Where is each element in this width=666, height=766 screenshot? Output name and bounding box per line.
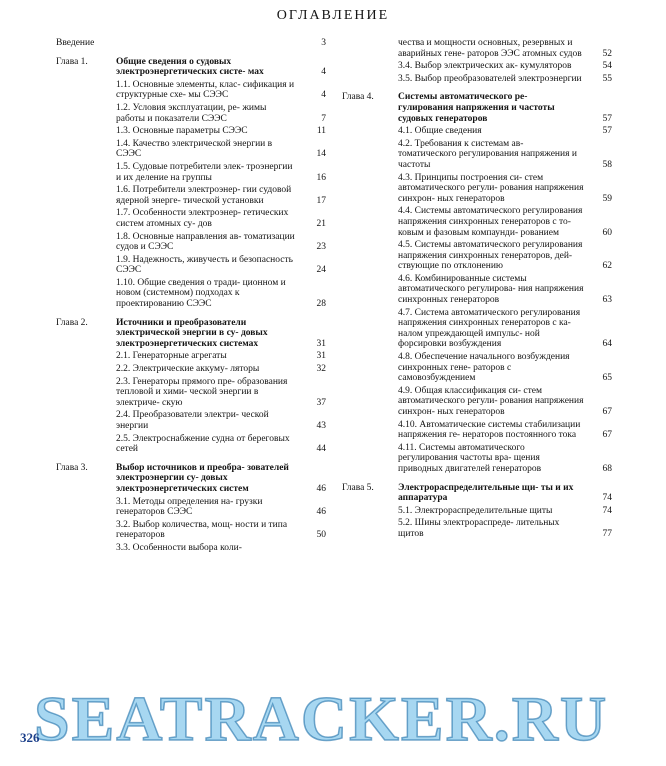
toc-entry bbox=[56, 103, 326, 124]
toc-right-column bbox=[342, 38, 612, 542]
toc-entry bbox=[342, 352, 612, 384]
toc-entry bbox=[342, 126, 612, 137]
entry-title: Выбор источников и преобра- зователей электроэнергии су- довых электроэнергетических систем bbox=[116, 462, 289, 494]
entry-title: 4.9. Общая классификация си- стем автоматического регули- рования напряжения синхрон- ных генераторов bbox=[398, 385, 584, 417]
entry-title: Источники и преобразователи электрической энергии в су- довых электроэнергетических системах bbox=[116, 317, 268, 349]
entry-page-number: 44 bbox=[316, 444, 326, 455]
entry-title: чества и мощности основных, резервных и аварийных гене- раторов ЭЭС атомных судов bbox=[398, 38, 582, 59]
entry-title: 1.7. Особенности электроэнер- гетических систем атомных су- дов bbox=[116, 208, 289, 229]
entry-page-number: 52 bbox=[602, 48, 612, 59]
entry-title: 1.1. Основные элементы, клас- сификация и структурные схе- мы СЭЭС bbox=[116, 79, 295, 101]
entry-page-number: 31 bbox=[316, 351, 326, 362]
entry-page-number: 67 bbox=[602, 407, 612, 417]
toc-entry bbox=[56, 126, 326, 137]
entry-title: 4.3. Принципы построения си- стем автоматического регули- рования напряжения синхрон- ных генераторов bbox=[398, 172, 584, 204]
entry-title: 4.6. Комбинированные системы автоматического регулирова- ния напряжения синхронных генераторов bbox=[398, 273, 584, 306]
entry-title: 1.2. Условия эксплуатации, ре- жимы работы и показатели СЭЭС bbox=[116, 102, 267, 124]
entry-page-number: 46 bbox=[316, 507, 326, 518]
entry-page-number: 4 bbox=[321, 90, 326, 101]
entry-title: 2.1. Генераторные агрегаты bbox=[116, 351, 227, 362]
entry-page-number: 23 bbox=[316, 242, 326, 253]
toc-entry bbox=[56, 162, 326, 183]
entry-title: 4.7. Система автоматического регулирования напряжения синхронных генераторов с ка- налом упреждающей импульс- ной форсировки возбуждения bbox=[398, 307, 581, 350]
entry-page-number: 21 bbox=[316, 218, 326, 229]
entry-page-number: 63 bbox=[602, 295, 612, 306]
entry-title: 3.2. Выбор количества, мощ- ности и типа генераторов bbox=[116, 519, 288, 541]
entry-title: 4.5. Системы автоматического регулирования напряжения синхронных генераторов, дей- ствующие по отклонению bbox=[398, 240, 583, 272]
toc-entry bbox=[342, 139, 612, 171]
toc-left-column bbox=[56, 38, 326, 556]
entry-title: 1.8. Основные направления ав- томатизации судов и СЭЭС bbox=[116, 231, 295, 253]
toc-chapter-entry bbox=[342, 92, 612, 124]
entry-page-number: 17 bbox=[316, 195, 326, 206]
entry-page-number: 4 bbox=[321, 67, 326, 78]
entry-page-number: 11 bbox=[316, 126, 326, 137]
toc-entry bbox=[342, 74, 612, 85]
toc-entry bbox=[342, 506, 612, 517]
toc-entry bbox=[56, 520, 326, 541]
page-title: ОГЛАВЛЕНИЕ bbox=[276, 8, 390, 23]
entry-page-number: 57 bbox=[602, 126, 612, 137]
toc-entry bbox=[56, 80, 326, 101]
toc-entry bbox=[56, 185, 326, 206]
entry-title: 3.5. Выбор преобразователей электроэнергии bbox=[398, 73, 582, 84]
toc-entry bbox=[56, 434, 326, 455]
toc-chapter-entry bbox=[56, 318, 326, 350]
toc-entry bbox=[342, 518, 612, 539]
toc-entry bbox=[342, 420, 612, 441]
entry-page-number: 59 bbox=[602, 193, 612, 204]
entry-page-number: 46 bbox=[316, 483, 326, 494]
entry-page-number: 50 bbox=[316, 530, 326, 541]
entry-page-number: 32 bbox=[316, 364, 326, 375]
entry-page-number: 58 bbox=[602, 159, 612, 170]
entry-page-number: 67 bbox=[602, 430, 612, 441]
entry-page-number: 74 bbox=[602, 493, 612, 504]
chapter-label: Глава 5. bbox=[342, 482, 374, 493]
toc-entry bbox=[342, 308, 612, 350]
entry-title: 4.4. Системы автоматического регулирования напряжения синхронных генераторов с то- ковым и фазовым компаунди- рованием bbox=[398, 206, 583, 238]
entry-title: 3.4. Выбор электрических ак- кумуляторов bbox=[398, 61, 572, 72]
entry-page-number: 68 bbox=[602, 463, 612, 474]
entry-title: 2.4. Преобразователи электри- ческой энергии bbox=[116, 410, 269, 431]
entry-title: Системы автоматического ре- гулирования напряжения и частоты судовых генераторов bbox=[398, 92, 555, 124]
toc-entry bbox=[56, 377, 326, 409]
toc-entry bbox=[342, 386, 612, 418]
toc-entry bbox=[342, 274, 612, 306]
entry-title: 2.2. Электрические аккуму- ляторы bbox=[116, 364, 260, 375]
entry-page-number: 60 bbox=[602, 227, 612, 238]
chapter-label: Глава 2. bbox=[56, 317, 88, 328]
toc-chapter-entry bbox=[342, 483, 612, 504]
entry-page-number: 43 bbox=[316, 421, 326, 431]
toc-entry bbox=[342, 38, 612, 59]
entry-title: 1.4. Качество электрической энергии в СЭЭС bbox=[116, 138, 273, 160]
entry-title: 5.2. Шины электрораспреде- лительных щитов bbox=[398, 518, 560, 539]
entry-page-number: 77 bbox=[602, 528, 612, 539]
entry-title: 1.10. Общие сведения о тради- ционном и новом (системном) подходах к проектированию СЭЭС bbox=[116, 277, 286, 310]
toc-entry bbox=[56, 410, 326, 431]
toc-entry bbox=[342, 206, 612, 238]
toc-entry bbox=[342, 443, 612, 475]
toc-entry bbox=[56, 364, 326, 375]
chapter-label: Глава 4. bbox=[342, 92, 374, 103]
entry-title: 1.9. Надежность, живучесть и безопасность СЭЭС bbox=[116, 254, 293, 276]
toc-entry bbox=[56, 543, 326, 554]
entry-title: 2.5. Электроснабжение судна от береговых сетей bbox=[116, 433, 290, 455]
entry-page-number: 57 bbox=[602, 113, 612, 124]
watermark-text: SEATRACKER.RU bbox=[34, 683, 609, 752]
page-number: 326 bbox=[20, 730, 40, 745]
entry-title: 1.6. Потребители электроэнер- гии судовой ядерной энерге- тической установки bbox=[116, 185, 292, 206]
entry-page-number: 74 bbox=[602, 505, 612, 516]
toc-entry bbox=[56, 497, 326, 518]
entry-page-number: 7 bbox=[321, 113, 326, 124]
toc-entry bbox=[56, 232, 326, 253]
entry-title: 4.8. Обеспечение начального возбуждения синхронных гене- раторов с самовозбуждением bbox=[398, 352, 570, 384]
entry-page-number: 65 bbox=[602, 373, 612, 384]
toc-entry bbox=[342, 173, 612, 205]
entry-title: 1.5. Судовые потребители элек- троэнергии и их деление на группы bbox=[116, 161, 293, 183]
toc-entry bbox=[342, 61, 612, 72]
toc-entry bbox=[56, 139, 326, 160]
entry-page-number: 16 bbox=[316, 172, 326, 183]
entry-page-number: 37 bbox=[316, 397, 326, 408]
entry-title: 4.10. Автоматические системы стабилизации напряжения ге- нераторов постоянного тока bbox=[398, 419, 581, 441]
chapter-label: Глава 1. bbox=[56, 56, 88, 67]
entry-title: 5.1. Электрораспределительные щиты bbox=[398, 505, 553, 516]
toc-entry bbox=[56, 38, 326, 49]
toc-entry bbox=[56, 351, 326, 362]
entry-title: 4.2. Требования к системам ав- томатического регулирования напряжения и частоты bbox=[398, 138, 577, 170]
entry-page-number: 64 bbox=[602, 339, 612, 350]
toc-chapter-entry bbox=[56, 57, 326, 78]
entry-page-number: 62 bbox=[602, 261, 612, 272]
toc-entry bbox=[56, 278, 326, 310]
entry-title: Общие сведения о судовых электроэнергетических систе- мах bbox=[116, 56, 264, 78]
entry-title: 3.3. Особенности выбора коли- bbox=[116, 542, 242, 553]
entry-page-number: 55 bbox=[602, 73, 612, 84]
entry-title: 3.1. Методы определения на- грузки генераторов СЭЭС bbox=[116, 496, 263, 518]
watermark bbox=[30, 682, 666, 752]
entry-title: Электрораспределительные щи- ты и их аппаратура bbox=[398, 482, 574, 504]
entry-title: 4.11. Системы автоматического регулирования частоты вра- щения приводных двигателей генераторов bbox=[398, 442, 542, 474]
toc-chapter-entry bbox=[56, 463, 326, 495]
entry-title: 2.3. Генераторы прямого пре- образования тепловой и хими- ческой энергии в электриче- скую bbox=[116, 376, 288, 408]
entry-page-number: 14 bbox=[316, 149, 326, 160]
chapter-label: Глава 3. bbox=[56, 462, 88, 473]
toc-entry bbox=[56, 255, 326, 276]
entry-page-number: 31 bbox=[316, 338, 326, 349]
entry-title: 4.1. Общие сведения bbox=[398, 126, 482, 137]
toc-entry bbox=[56, 208, 326, 229]
toc-entry bbox=[342, 240, 612, 272]
entry-title: 1.3. Основные параметры СЭЭС bbox=[116, 126, 248, 137]
entry-title: Введение bbox=[56, 38, 95, 48]
entry-page-number: 3 bbox=[321, 38, 326, 48]
entry-page-number: 24 bbox=[316, 265, 326, 276]
entry-page-number: 54 bbox=[602, 61, 612, 72]
entry-page-number: 28 bbox=[316, 299, 326, 310]
